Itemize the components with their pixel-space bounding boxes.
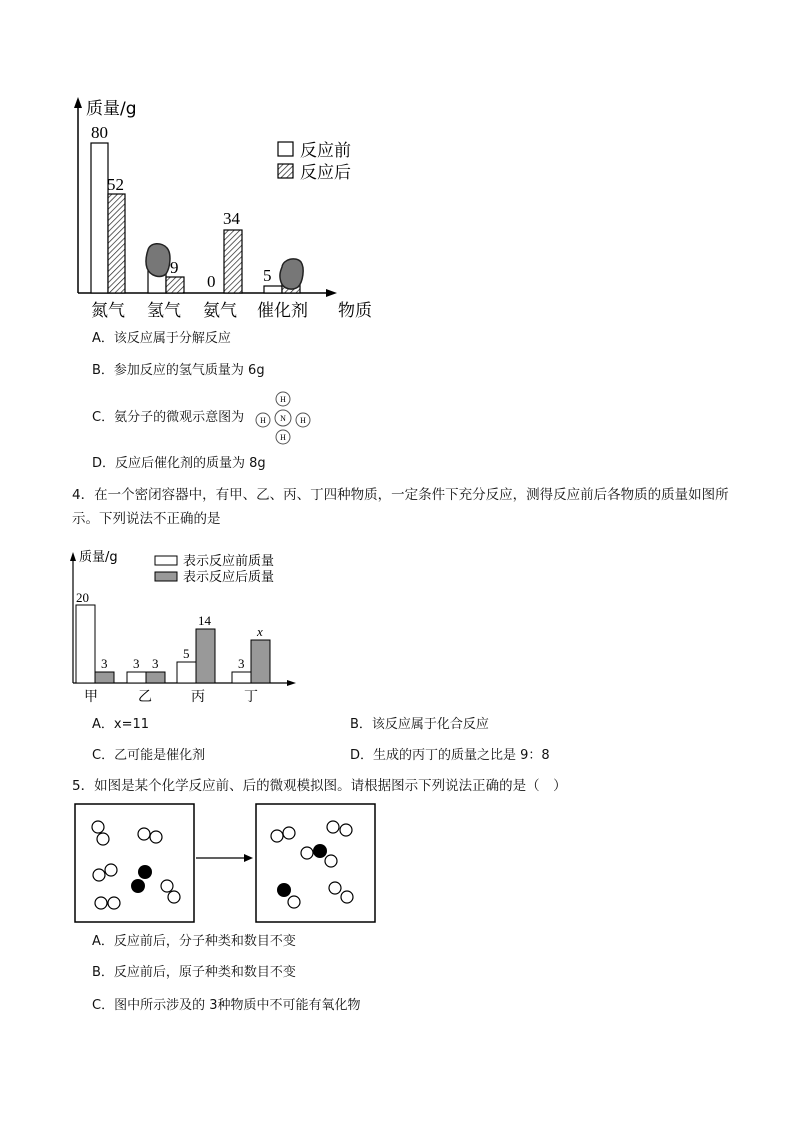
chart1-legend-swatch-after (278, 164, 293, 178)
chart1-label: 9 (170, 258, 179, 277)
chart2-bar-bing-after (196, 629, 215, 683)
q3-option-b[interactable]: B．参加反应的氢气质量为 6g (92, 363, 265, 378)
chart1-label: 52 (107, 175, 124, 194)
chart1-category: 氢气 (147, 301, 181, 321)
chart1-label: 0 (207, 272, 216, 291)
q4-stem: 4．在一个密闭容器中，有甲、乙、丙、丁四种物质，一定条件下充分反应，测得反应前后各物质的质量如图所示。下列说法不正确的是 (72, 487, 729, 527)
after-box (256, 804, 375, 922)
chart1-category: 氨气 (203, 301, 237, 321)
chart2-bar-yi-after (146, 672, 165, 683)
chart2-bar-jia-after (95, 672, 114, 683)
q3-option-a[interactable]: A．该反应属于分解反应 (92, 331, 231, 346)
q4-option-d[interactable]: D．生成的丙丁的质量之比是 9：8 (350, 748, 550, 763)
chart2-bar-yi-before (127, 672, 146, 683)
q4-option-a[interactable]: A．x=11 (92, 717, 150, 732)
chart2-category: 丙 (191, 689, 205, 705)
chart2-label: 3 (152, 656, 159, 671)
chart2-bar-ding-after (251, 640, 270, 683)
q5-option-a[interactable]: A．反应前后，分子种类和数目不变 (92, 934, 296, 949)
ink-blot (280, 259, 303, 289)
q5-option-b[interactable]: B．反应前后，原子种类和数目不变 (92, 965, 296, 980)
chart2-bar-jia-before (76, 605, 95, 683)
chart2-legend-after: 表示反应后质量 (183, 570, 275, 585)
atom-h: H (280, 395, 286, 404)
chart1-legend-before: 反应前 (300, 141, 351, 161)
atom-h: H (280, 433, 286, 442)
chart2-bar-ding-before (232, 672, 251, 683)
chart2-x-arrow (287, 680, 296, 686)
black-atom (138, 865, 152, 879)
atom-h: H (260, 416, 266, 425)
ink-blot (146, 244, 170, 277)
chart2-y-arrow (70, 552, 76, 561)
chart2-bar-bing-before (177, 662, 196, 683)
q3-option-c[interactable]: C．氨分子的微观示意图为 (92, 410, 245, 425)
chart2-label: 3 (133, 656, 140, 671)
atom-h: H (300, 416, 306, 425)
reaction-micro-diagram (70, 800, 380, 926)
chart2-label: x (257, 624, 263, 639)
chart2-label: 14 (198, 613, 211, 628)
chart1-bar-nh3-after (224, 230, 242, 293)
chart2-legend-before: 表示反应前质量 (183, 554, 275, 569)
q4-option-c[interactable]: C．乙可能是催化剂 (92, 748, 206, 763)
chart1-legend-after: 反应后 (300, 163, 351, 183)
chart1-category: 氮气 (91, 301, 125, 321)
q3-option-d[interactable]: D．反应后催化剂的质量为 8g (92, 456, 266, 471)
chart2-ylabel: 质量/g (79, 550, 118, 565)
chart2-label: 3 (238, 656, 245, 671)
ammonia-molecule-diagram (250, 389, 316, 447)
black-atom (313, 844, 327, 858)
chart2-category: 乙 (138, 689, 152, 705)
black-atom (277, 883, 291, 897)
reaction-arrowhead (244, 854, 253, 862)
chart1-label: 5 (263, 266, 272, 285)
chart1-legend-swatch-before (278, 142, 293, 156)
chart1-bar-cat-before (264, 286, 282, 293)
chart1-bar-h2-after (166, 277, 184, 293)
chart2-legend-swatch-after (155, 572, 177, 581)
chart2-category: 丁 (244, 689, 258, 705)
chart1-bar-n2-after (108, 194, 125, 293)
chart1-xlabel: 物质 (338, 301, 372, 321)
q4-option-b[interactable]: B．该反应属于化合反应 (350, 717, 489, 732)
black-atom (131, 879, 145, 893)
chart2-label: 5 (183, 646, 190, 661)
chart1-bar-n2-before (91, 143, 108, 293)
chart1-y-arrow (74, 97, 82, 108)
chart1-x-arrow (326, 289, 337, 297)
chart2-category: 甲 (84, 689, 98, 705)
chart2-legend-swatch-before (155, 556, 177, 565)
chart2 (0, 540, 794, 705)
q5-stem: 5．如图是某个化学反应前、后的微观模拟图。请根据图示下列说法正确的是（ ） (72, 778, 567, 794)
chart1 (0, 0, 794, 330)
chart2-label: 20 (76, 590, 89, 605)
chart1-label: 80 (91, 123, 108, 142)
chart2-label: 3 (101, 656, 108, 671)
chart1-ylabel: 质量/g (86, 99, 137, 119)
chart1-category: 催化剂 (257, 301, 308, 321)
before-box (75, 804, 194, 922)
chart1-label: 34 (223, 209, 240, 228)
q5-option-c[interactable]: C．图中所示涉及的 3种物质中不可能有氧化物 (92, 998, 361, 1013)
atom-n: N (280, 414, 286, 423)
